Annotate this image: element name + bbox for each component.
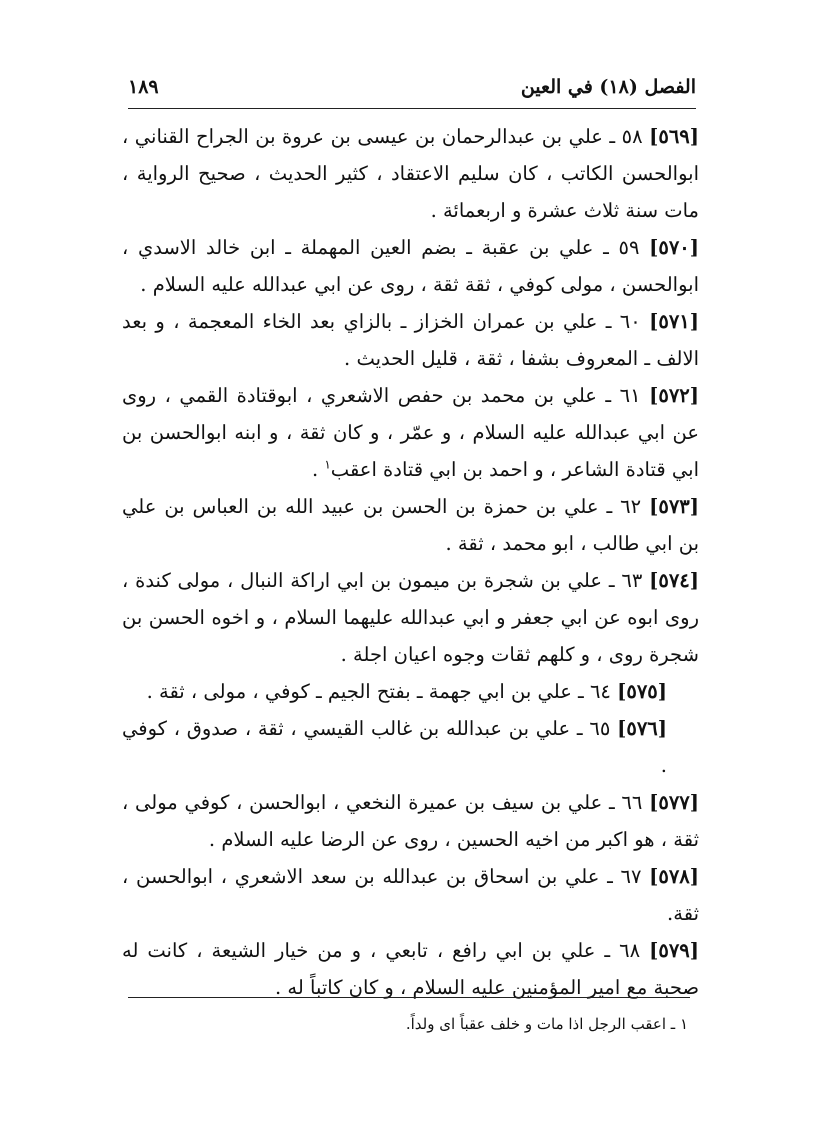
entry-number: [٥٧١] (649, 310, 699, 333)
entry-text: ٥٩ ـ علي بن عقبة ـ بضم العين المهملة ـ ابن خالد الاسدي ، ابوالحسن ، مولى كوفي ، ثقة ثقة ، روى عن ابي عبدالله عليه السلام . (122, 236, 699, 296)
entry-575 (122, 673, 699, 710)
entry-text: ٦٨ ـ علي بن ابي رافع ، تابعي ، و من خيار الشيعة ، كانت له صحبة مع امير المؤمنين عليه السلام ، و كان كاتباً له . (122, 939, 699, 999)
entry-text: ٦٣ ـ علي بن شجرة بن ميمون بن ابي اراكة النبال ، مولى كندة ، روى ابوه عن ابي جعفر و ابي عبدالله عليهما السلام ، و اخوه الحسن بن شجرة روى ، و كلهم ثقات وجوه اعيان اجلة . (122, 569, 699, 666)
entry-576 (122, 710, 699, 784)
footnote: ١ ـ اعقب الرجل اذا مات و خلف عقباً اى ولداً. (405, 1015, 688, 1033)
entry-number: [٥٧٣] (649, 495, 699, 518)
entry-number: [٥٧٩] (649, 939, 699, 962)
main-text (122, 118, 699, 1006)
entry-569 (122, 118, 699, 229)
running-header (128, 74, 696, 106)
entry-573 (122, 488, 699, 562)
entry-572 (122, 377, 699, 488)
entry-570 (122, 229, 699, 303)
entry-574 (122, 562, 699, 673)
chapter-title: الفصل (١٨) في العين (520, 76, 696, 98)
entry-571 (122, 303, 699, 377)
header-divider (128, 108, 696, 109)
entry-text: ٦٠ ـ علي بن عمران الخزاز ـ بالزاي بعد الخاء المعجمة ، و بعد الالف ـ المعروف بشفا ، ثقة ، قليل الحديث . (122, 310, 699, 370)
entry-number: [٥٧٧] (649, 791, 699, 814)
entry-579 (122, 932, 699, 1006)
footnote-divider (128, 997, 690, 998)
entry-text-end: . (311, 458, 325, 481)
entry-text: ٥٨ ـ علي بن عبدالرحمان بن عيسى بن عروة بن الجراح القناني ، ابوالحسن الكاتب ، كان سليم الاعتقاد ، كثير الحديث ، صحيح الرواية ، مات سنة ثلاث عشرة و اربعمائة . (122, 125, 699, 222)
entry-text: ٦٧ ـ علي بن اسحاق بن عبدالله بن سعد الاشعري ، ابوالحسن ، ثقة. (122, 865, 699, 925)
entry-number: [٥٧٥] (617, 680, 667, 703)
entry-number: [٥٧٦] (617, 717, 667, 740)
entry-number: [٥٧٠] (649, 236, 699, 259)
entry-577 (122, 784, 699, 858)
page-number: ١٨٩ (128, 76, 159, 98)
entry-text: ٦٢ ـ علي بن حمزة بن الحسن بن عبيد الله بن العباس بن علي بن ابي طالب ، ابو محمد ، ثقة . (122, 495, 699, 555)
entry-number: [٥٧٢] (649, 384, 699, 407)
entry-number: [٥٦٩] (649, 125, 699, 148)
entry-text: ٦٥ ـ علي بن عبدالله بن غالب القيسي ، ثقة ، صدوق ، كوفي . (122, 717, 667, 777)
entry-578 (122, 858, 699, 932)
footnote-marker: ١ (324, 457, 331, 472)
entry-number: [٥٧٤] (649, 569, 699, 592)
entry-text: ٦٦ ـ علي بن سيف بن عميرة النخعي ، ابوالحسن ، كوفي مولى ، ثقة ، هو اكبر من اخيه الحسين ، روى عن الرضا عليه السلام . (122, 791, 699, 851)
entry-number: [٥٧٨] (649, 865, 699, 888)
entry-text: ٦١ ـ علي بن محمد بن حفص الاشعري ، ابوقتادة القمي ، روى عن ابي عبدالله عليه السلام ، و عمّر ، و كان ثقة ، و ابنه ابوالحسن بن ابي قتادة الشاعر ، و احمد بن ابي قتادة اعقب (122, 384, 699, 481)
entry-text: ٦٤ ـ علي بن ابي جهمة ـ بفتح الجيم ـ كوفي ، مولى ، ثقة . (146, 680, 618, 703)
